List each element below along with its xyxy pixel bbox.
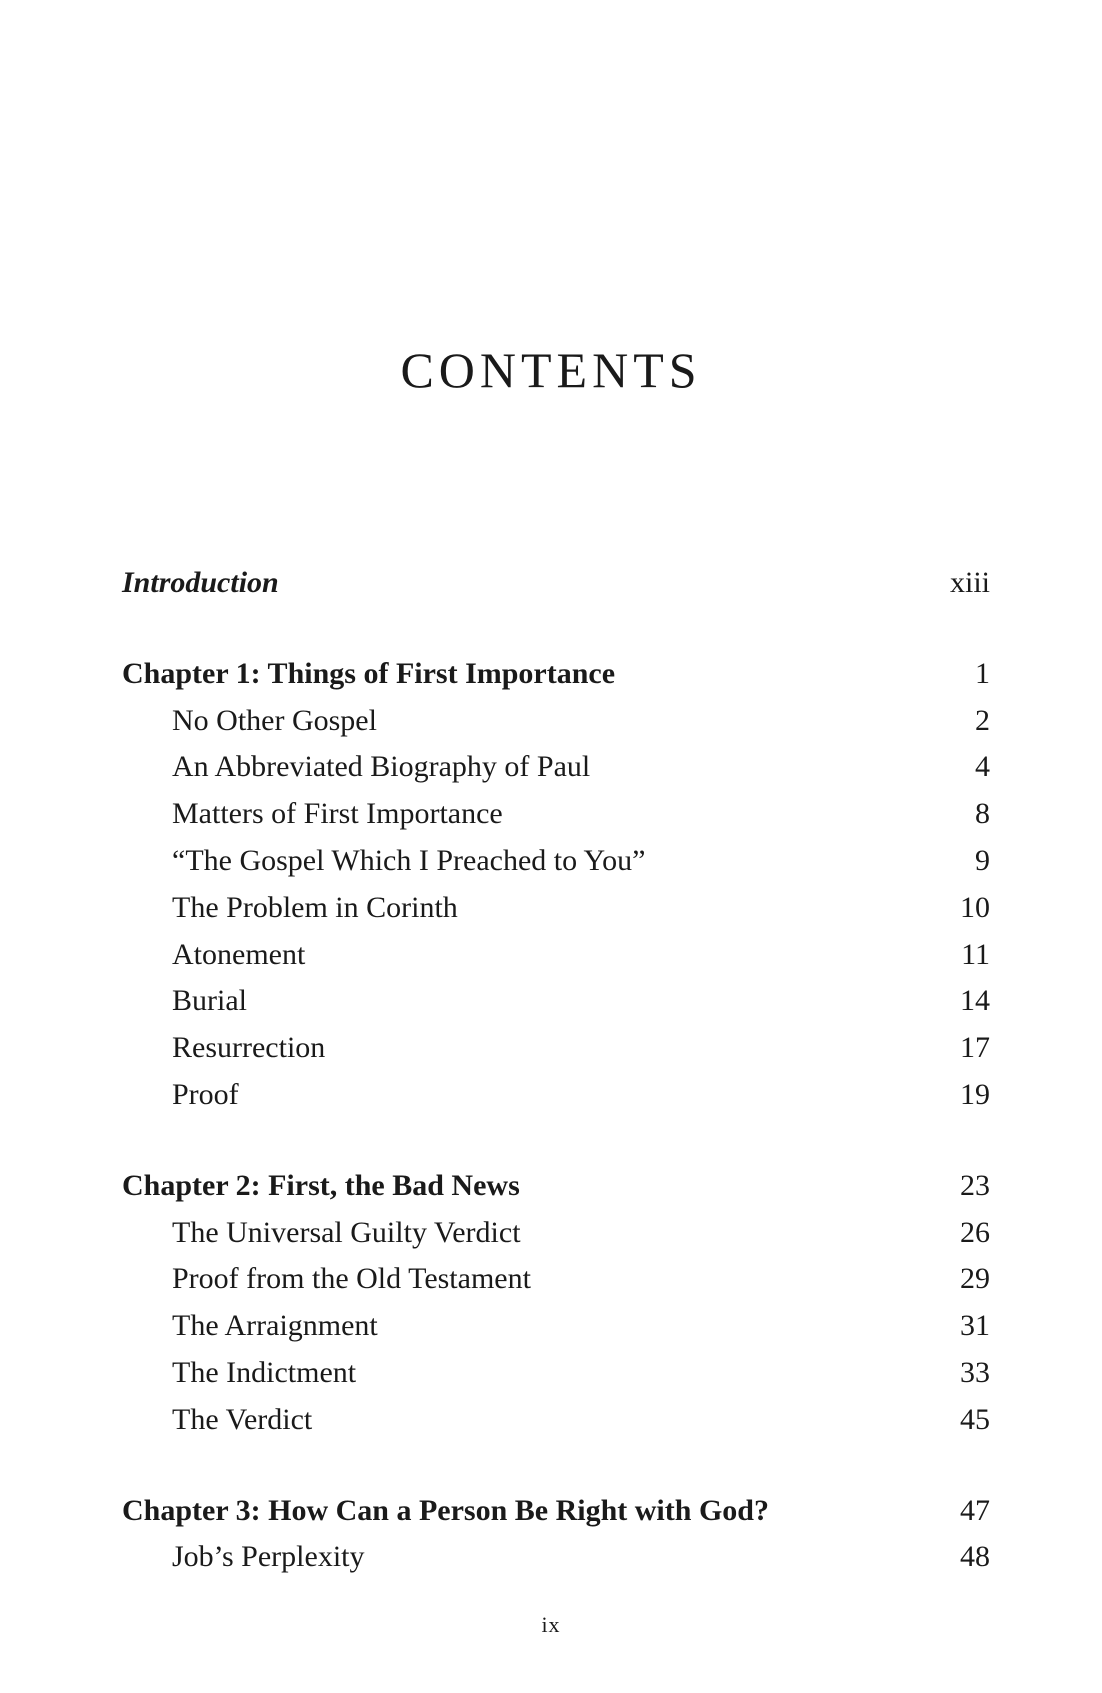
chapter-page: 23 [960,1168,990,1202]
section-label: Proof [172,1077,239,1111]
section-page: 14 [960,984,990,1018]
toc-section[interactable] [122,932,990,979]
spacer [122,1119,990,1163]
page-title: CONTENTS [400,342,702,398]
section-page: 19 [960,1077,990,1111]
toc-section[interactable] [122,791,990,838]
section-page: 17 [960,1031,990,1065]
toc-section[interactable] [122,978,990,1025]
section-label: Atonement [172,937,306,971]
section-page: 45 [960,1402,990,1436]
section-page: 4 [975,750,990,784]
section-page: 2 [975,703,990,737]
section-page: 8 [975,797,990,831]
chapter-label: Chapter 1: Things of First Importance [122,656,616,690]
toc-section[interactable] [122,838,990,885]
toc-section[interactable] [122,1350,990,1397]
section-label: Resurrection [172,1031,326,1065]
chapter-page: 47 [960,1493,990,1527]
section-page: 29 [960,1262,990,1296]
toc-section[interactable] [122,1210,990,1257]
toc-section[interactable] [122,1256,990,1303]
toc-section[interactable] [122,1397,990,1444]
section-label: An Abbreviated Biography of Paul [172,750,591,784]
toc-section[interactable] [122,885,990,932]
section-label: The Problem in Corinth [172,890,458,924]
section-label: Matters of First Importance [172,797,503,831]
section-label: Job’s Perplexity [172,1540,365,1574]
section-label: The Universal Guilty Verdict [172,1215,521,1249]
chapter-page: 1 [975,656,990,690]
toc-section[interactable] [122,1303,990,1350]
section-page: 31 [960,1309,990,1343]
toc-entry-page: xiii [949,566,990,599]
section-label: The Arraignment [172,1309,378,1343]
section-label: Burial [172,984,247,1018]
toc-entry-label: Introduction [122,566,279,599]
section-page: 9 [975,843,990,877]
toc-section[interactable] [122,744,990,791]
toc-section[interactable] [122,1534,990,1581]
section-label: “The Gospel Which I Preached to You” [172,843,646,877]
toc-chapter-2[interactable] [122,1163,990,1210]
spacer [122,1444,990,1488]
page-number: ix [541,1612,561,1637]
toc-entry-introduction[interactable] [122,560,990,607]
toc-section[interactable] [122,1072,990,1119]
section-label: Proof from the Old Testament [172,1262,531,1296]
section-page: 10 [960,890,990,924]
toc-chapter-3[interactable] [122,1488,990,1535]
toc-section[interactable] [122,698,990,745]
section-page: 26 [960,1215,990,1249]
section-label: The Verdict [172,1402,313,1436]
section-page: 48 [960,1540,990,1574]
chapter-label: Chapter 2: First, the Bad News [122,1168,520,1202]
section-label: No Other Gospel [172,703,377,737]
chapter-label: Chapter 3: How Can a Person Be Right with God? [122,1493,769,1527]
table-of-contents [122,560,990,1581]
section-page: 33 [960,1355,990,1389]
spacer [122,607,990,651]
section-page: 11 [961,937,990,971]
toc-section[interactable] [122,1025,990,1072]
section-label: The Indictment [172,1355,357,1389]
toc-chapter-1[interactable] [122,651,990,698]
